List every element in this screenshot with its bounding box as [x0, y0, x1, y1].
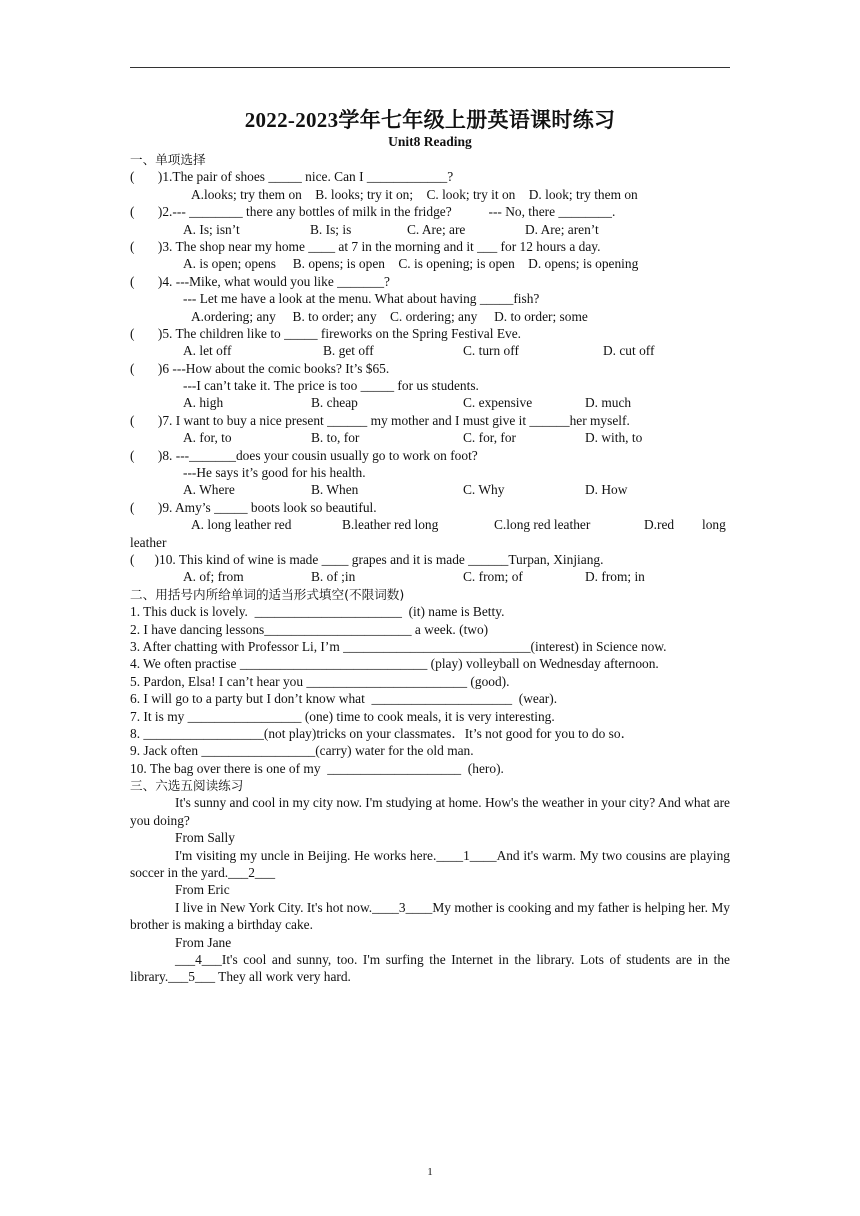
- option-b: B. When: [311, 482, 359, 498]
- fill-item-7: 7. It is my _________________ (one) time to cook meals, it is very interesting.: [130, 708, 555, 724]
- option-c: C. from; of: [463, 569, 523, 585]
- option-d-cont: long: [702, 517, 726, 533]
- fill-item-9: 9. Jack often _________________(carry) water for the old man.: [130, 743, 474, 759]
- worksheet-body: [130, 151, 730, 986]
- option-b: B. cheap: [311, 395, 358, 411]
- from-sally: From Sally: [175, 830, 235, 846]
- fill-item-4: 4. We often practise ____________________________ (play) volleyball on Wednesday afternoon.: [130, 656, 659, 672]
- option-b: B. of ;in: [311, 569, 356, 585]
- fill-item-5: 5. Pardon, Elsa! I can’t hear you ________________________ (good).: [130, 673, 510, 689]
- q4-stem: ( )4. ---Mike, what would you like _______?: [130, 273, 390, 289]
- q6-options: [130, 394, 730, 411]
- from-jane: From Jane: [175, 934, 232, 950]
- q7-stem: ( )7. I want to buy a nice present ______ my mother and I must give it ______her myself.: [130, 412, 630, 428]
- q8-line2: ---He says it’s good for his health.: [183, 465, 366, 481]
- q3-options: A. is open; opens B. opens; is open C. is opening; is open D. opens; is opening: [183, 256, 639, 272]
- fill-item-8: 8. __________________(not play)tricks on your classmates．It’s not good for you to do so．: [130, 725, 634, 741]
- page-number: 1: [427, 1166, 433, 1178]
- fill-item-10: 10. The bag over there is one of my ____________________ (hero).: [130, 760, 504, 776]
- option-b: B. Is; is: [310, 221, 352, 237]
- q5-stem: ( )5. The children like to _____ fireworks on the Spring Festival Eve.: [130, 325, 521, 341]
- option-a: A. for, to: [183, 430, 232, 446]
- q4-options: A.ordering; any B. to order; any C. ordering; any D. to order; some: [191, 308, 588, 324]
- section-heading-3: 三、六选五阅读练习: [130, 778, 244, 794]
- page-title: 2022-2023学年七年级上册英语课时练习: [244, 108, 616, 132]
- q9-wrap: leather: [130, 534, 167, 550]
- fill-item-2: 2. I have dancing lessons______________________ a week. (two): [130, 621, 489, 637]
- option-c: C. Why: [463, 482, 505, 498]
- q9-options: [130, 516, 730, 533]
- option-d: D. How: [585, 482, 628, 498]
- q8-options: [130, 481, 730, 498]
- option-c: C. expensive: [463, 395, 533, 411]
- option-c: C. turn off: [463, 343, 519, 359]
- option-d: D. from; in: [585, 569, 645, 585]
- section-heading-1: 一、单项选择: [130, 152, 206, 167]
- option-d: D. with, to: [585, 430, 643, 446]
- from-eric: From Eric: [175, 882, 230, 898]
- reading-paragraph-2: I'm visiting my uncle in Beijing. He works here.____1____And it's warm. My two cousins are playing soccer in the yard.___2___: [130, 847, 730, 881]
- fill-item-3: 3. After chatting with Professor Li, I’m ____________________________(interest) in Science now.: [130, 638, 667, 654]
- option-c: C.long red leather: [494, 517, 591, 533]
- reading-paragraph-3: I live in New York City. It's hot now.____3____My mother is cooking and my father is helping her. My brother is making a birthday cake.: [130, 899, 730, 933]
- q10-stem: ( )10. This kind of wine is made ____ grapes and it is made ______Turpan, Xinjiang.: [130, 551, 604, 567]
- q7-options: [130, 429, 730, 446]
- option-a: A. Is; isn’t: [183, 221, 240, 237]
- q1-options: A.looks; try them on B. looks; try it on; C. look; try it on D. look; try them on: [191, 186, 638, 202]
- q3-stem: ( )3. The shop near my home ____ at 7 in the morning and it ___ for 12 hours a day.: [130, 238, 601, 254]
- q10-options: [130, 568, 730, 585]
- reading-paragraph-1: It's sunny and cool in my city now. I'm studying at home. How's the weather in your city? And what are you doing?: [130, 795, 730, 828]
- page-subtitle: Unit8 Reading: [388, 134, 472, 149]
- reading-paragraph-4: ___4___It's cool and sunny, too. I'm surfing the Internet in the library. Lots of students are in the library.___5___ They all work very hard.: [130, 952, 730, 985]
- q5-options: [130, 342, 730, 359]
- option-a: A. of; from: [183, 569, 244, 585]
- option-c: C. for, for: [463, 430, 517, 446]
- q2-options: [130, 221, 730, 238]
- option-a: A. Where: [183, 482, 235, 498]
- q6-stem: ( )6 ---How about the comic books? It’s $65.: [130, 360, 390, 376]
- option-b: B. to, for: [311, 430, 360, 446]
- fill-item-1: 1. This duck is lovely. ______________________ (it) name is Betty.: [130, 604, 505, 620]
- q2-stem: ( )2.--- ________ there any bottles of milk in the fridge? --- No, there ________.: [130, 204, 616, 220]
- option-d: D.red: [644, 517, 675, 533]
- option-b: B. get off: [323, 343, 374, 359]
- option-a: A. let off: [183, 343, 232, 359]
- option-b: B.leather red long: [342, 517, 439, 533]
- option-d: D. Are; aren’t: [525, 221, 599, 237]
- option-d: D. much: [585, 395, 632, 411]
- q6-line2: ---I can’t take it. The price is too _____ for us students.: [183, 378, 479, 394]
- q4-line2: --- Let me have a look at the menu. What about having _____fish?: [183, 291, 540, 307]
- q1-stem: ( )1.The pair of shoes _____ nice. Can I ____________?: [130, 169, 454, 185]
- option-a: A. long leather red: [191, 517, 292, 533]
- option-a: A. high: [183, 395, 224, 411]
- option-d: D. cut off: [603, 343, 655, 359]
- fill-item-6: 6. I will go to a party but I don’t know what _____________________ (wear).: [130, 691, 558, 707]
- section-heading-2: 二、用括号内所给单词的适当形式填空(不限词数): [130, 586, 405, 602]
- q8-stem: ( )8. ---_______does your cousin usually go to work on foot?: [130, 447, 478, 463]
- header-rule: [130, 67, 730, 68]
- q9-stem: ( )9. Amy’s _____ boots look so beautiful.: [130, 499, 377, 515]
- option-c: C. Are; are: [407, 221, 466, 237]
